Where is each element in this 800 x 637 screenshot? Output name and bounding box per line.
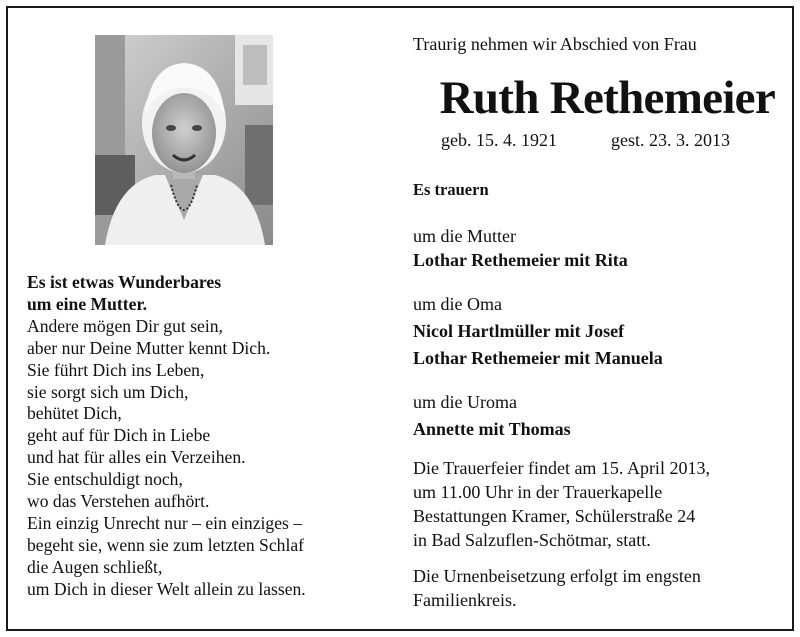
- poem-line: Sie führt Dich ins Leben,: [27, 359, 205, 380]
- mother-label: um die Mutter: [413, 226, 516, 246]
- funeral-line: um 11.00 Uhr in der Trauerkapelle: [413, 482, 663, 502]
- mourners-heading-block: [413, 178, 785, 202]
- poem-line: aber nur Deine Mutter kennt Dich.: [27, 337, 271, 358]
- mourners-heading: Es trauern: [413, 180, 489, 199]
- mourner-name: Lothar Rethemeier mit Rita: [413, 250, 628, 270]
- great-grandma-group: [413, 390, 785, 441]
- notice-intro: Traurig nehmen wir Abschied von Frau: [413, 34, 697, 54]
- mother-group: [413, 224, 785, 272]
- poem: [27, 272, 397, 601]
- poem-line: geht auf für Dich in Liebe: [27, 425, 211, 446]
- great-grandma-label: um die Uroma: [413, 392, 517, 412]
- poem-line: Sie entschuldigt noch,: [27, 469, 183, 490]
- portrait-photo: [95, 35, 273, 245]
- poem-line: sie sorgt sich um Dich,: [27, 381, 189, 402]
- poem-line: und hat für alles ein Verzeihen.: [27, 447, 246, 468]
- death-date: gest. 23. 3. 2013: [611, 130, 730, 150]
- grandma-label: um die Oma: [413, 294, 502, 314]
- funeral-line: in Bad Salzuflen-Schötmar, statt.: [413, 530, 651, 550]
- grandma-group: [413, 292, 785, 370]
- poem-line: Andere mögen Dir gut sein,: [27, 315, 223, 336]
- birth-date: geb. 15. 4. 1921: [441, 130, 557, 150]
- poem-title-line: um eine Mutter.: [27, 293, 148, 314]
- poem-title-line: Es ist etwas Wunderbares: [27, 272, 222, 292]
- poem-line: behütet Dich,: [27, 403, 122, 424]
- funeral-line: Bestattungen Kramer, Schülerstraße 24: [413, 506, 696, 526]
- poem-line: begeht sie, wenn sie zum letzten Schlaf: [27, 534, 305, 555]
- urn-info: [413, 564, 785, 612]
- funeral-info: [413, 456, 785, 552]
- funeral-line: Die Trauerfeier findet am 15. April 2013,: [413, 458, 710, 478]
- poem-line: Ein einzig Unrecht nur – ein einziges –: [27, 512, 303, 533]
- deceased-name: Ruth Rethemeier: [439, 72, 775, 124]
- urn-line: Familienkreis.: [413, 590, 517, 610]
- poem-line: um Dich in dieser Welt allein zu lassen.: [27, 578, 306, 599]
- mourner-name: Annette mit Thomas: [413, 419, 571, 439]
- mourner-name: Nicol Hartlmüller mit Josef: [413, 321, 625, 341]
- urn-line: Die Urnenbeisetzung erfolgt im engsten: [413, 566, 701, 586]
- poem-line: die Augen schließt,: [27, 556, 163, 577]
- mourner-name: Lothar Rethemeier mit Manuela: [413, 348, 663, 368]
- poem-line: wo das Verstehen aufhört.: [27, 491, 210, 512]
